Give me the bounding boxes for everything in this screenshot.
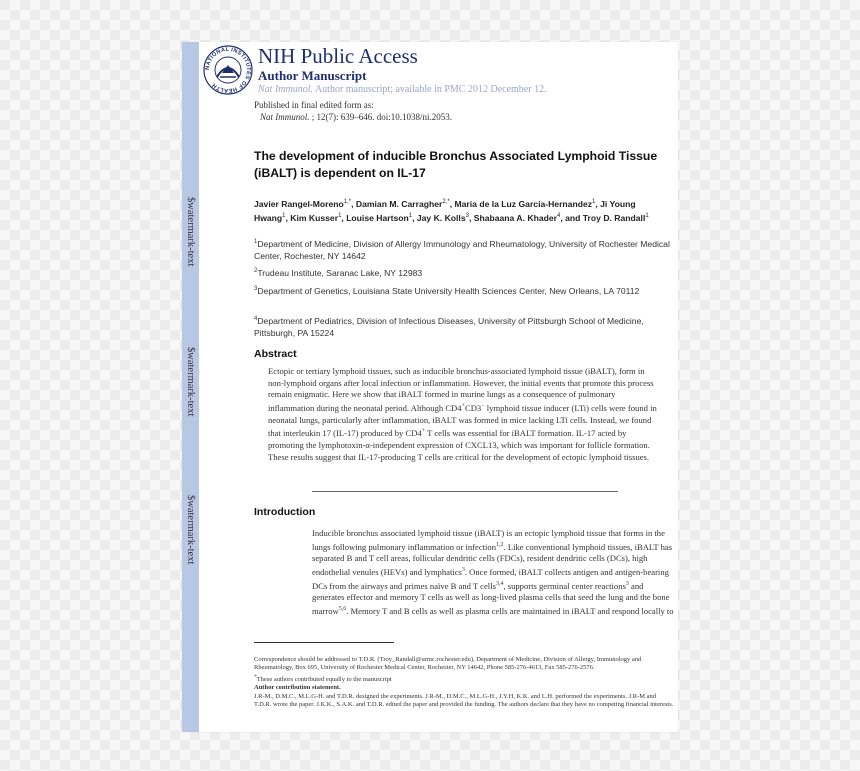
footnotes bbox=[254, 656, 674, 710]
author-list: Javier Rangel-Moreno$^{1,*}$, Damian M. Carragher$^{2,*}$, Maria de la Luz Garcia-Hernandez$^1$, Ji Young Hwang$^1$, Kim Kusser$^1$, Louise Hartson$^1$, Jay K. Kolls$^3$, Shabaana A. Khader$^4$, and Troy D. Randall$^1$ bbox=[254, 198, 649, 224]
author-name: Ji Young Hwang bbox=[254, 198, 636, 224]
section-divider bbox=[312, 491, 618, 492]
watermark-2: $watermark-text bbox=[185, 347, 196, 417]
affiliation-1: $^1$Department of Medicine, Division of Allergy Immunology and Rheumatology, University of Rochester Medical Center, Rochester, NY 14642 bbox=[254, 238, 670, 261]
author-name: Kim Kusser bbox=[290, 213, 339, 224]
author-manuscript-label: Author Manuscript bbox=[258, 68, 367, 83]
footnote-divider bbox=[254, 642, 394, 643]
author-name: Shabaana A. Khader bbox=[473, 213, 557, 224]
affiliation-2: $^2$Trudeau Institute, Saranac Lake, NY 12983 bbox=[254, 267, 423, 278]
introduction-heading: Introduction bbox=[254, 506, 316, 518]
published-label: Published in final edited form as: bbox=[254, 100, 374, 110]
manuscript-availability: Nat Immunol. Author manuscript; available in PMC 2012 December 12. bbox=[258, 84, 547, 95]
contribution-heading: Author contribution statement. bbox=[254, 684, 341, 692]
author-name: Damian M. Carragher bbox=[355, 198, 443, 209]
author-name: Javier Rangel-Moreno bbox=[254, 198, 344, 209]
article-title: The development of inducible Bronchus Associated Lymphoid Tissue (iBALT) is dependent on IL-17 bbox=[254, 149, 658, 180]
nih-public-access-title: NIH Public Access bbox=[258, 44, 418, 68]
correspondence-note: Correspondence should be addressed to T.D.R. (Troy_Randall@urmc.rochester.edu), Department of Medicine, Division of Allergy, Immunology and Rheumatology, Box 695, University of Rochester Medical Center, Rochester, NY 14642, Phone 585-276-4613, Fax 585-276-2576. bbox=[254, 656, 642, 672]
citation-line: Nat Immunol. ; 12(7): 639–646. doi:10.1038/ni.2053. bbox=[260, 112, 452, 122]
author-name: Louise Hartson bbox=[346, 213, 409, 224]
abstract-text: Ectopic or tertiary lymphoid tissues, such as inducible bronchus-associated lymphoid tissue (iBALT), form in non-lymphoid organs after local infection or inflammation. However, the initial events that promote this process remain enigmatic. Here we show that iBALT formed in murine lungs as a consequence of pulmonary inflammation during the neonatal period. Although CD4+CD3− lymphoid tissue inducer (LTi) cells were found in neonatal lungs, particularly after inflammation, iBALT was formed in mice lacking LTi cells. Instead, we found that interleukin 17 (IL-17) produced by CD4+ T cells was essential for iBALT formation. IL-17 acted by promoting the lymphotoxin-α-independent expression of CXCL13, which was important for follicle formation. These results suggest that IL-17-producing T cells are critical for the development of ectopic lymphoid tissues. bbox=[268, 366, 657, 462]
introduction-text: Inducible bronchus associated lymphoid tissue (iBALT) is an ectopic lymphoid tissue that forms in the lungs following pulmonary inflammation or infection$^{1,2}$. Like conventional lymphoid tissues, iBALT has separated B and T cell areas, follicular dendritic cells (FDCs), resident dendritic cells (DCs), high endothelial venules (HEVs) and lymphatics$^3$. Once formed, iBALT collects antigen and antigen-bearing DCs from the airways and primes naïve B and T cells$^{3,4}$, supports germinal center reactions$^3$ and generates effector and memory T cells as well as long-lived plasma cells that seed the lung and the bone marrow$^{5,6}$. Memory T and B cells as well as plasma cells are maintained in iBALT and respond locally to bbox=[312, 528, 674, 616]
affiliation-3: $^3$Department of Genetics, Louisiana State University Health Sciences Center, New Orleans, LA 70112 bbox=[254, 285, 640, 296]
contribution-statement: J.R-M., D.M.C., M.L.G-H. and T.D.R. designed the experiments. J.R-M., D.M.C., M.L.G-H., J.Y.H, K.K. and L.H. performed the experiments. J.R-M and T.D.R. wrote the paper. J.K.K., S.A.K. and T.D.R. edited the paper and provided the funding. The authors declare that they have no competing financial interests. bbox=[254, 692, 674, 709]
nih-logo bbox=[202, 44, 254, 96]
abstract-heading: Abstract bbox=[254, 348, 297, 360]
svg-text:NATIONAL INSTITUTES OF HEALTH: NATIONAL INSTITUTES OF HEALTH bbox=[204, 46, 252, 94]
affiliation-4: $^4$Department of Pediatrics, Division of Infectious Diseases, University of Pittsburgh School of Medicine, Pittsburgh, PA 15224 bbox=[254, 315, 644, 338]
author-name: Troy D. Randall bbox=[582, 213, 646, 224]
author-name: Maria de la Luz Garcia-Hernandez bbox=[454, 198, 593, 209]
equal-contribution-note: *These authors contributed equally to the manuscript bbox=[254, 673, 392, 683]
watermark-3: $watermark-text bbox=[185, 495, 196, 565]
watermark-1: $watermark-text bbox=[185, 197, 196, 267]
manuscript-page bbox=[182, 42, 678, 732]
author-name: Jay K. Kolls bbox=[416, 213, 466, 224]
side-bar bbox=[182, 42, 199, 732]
